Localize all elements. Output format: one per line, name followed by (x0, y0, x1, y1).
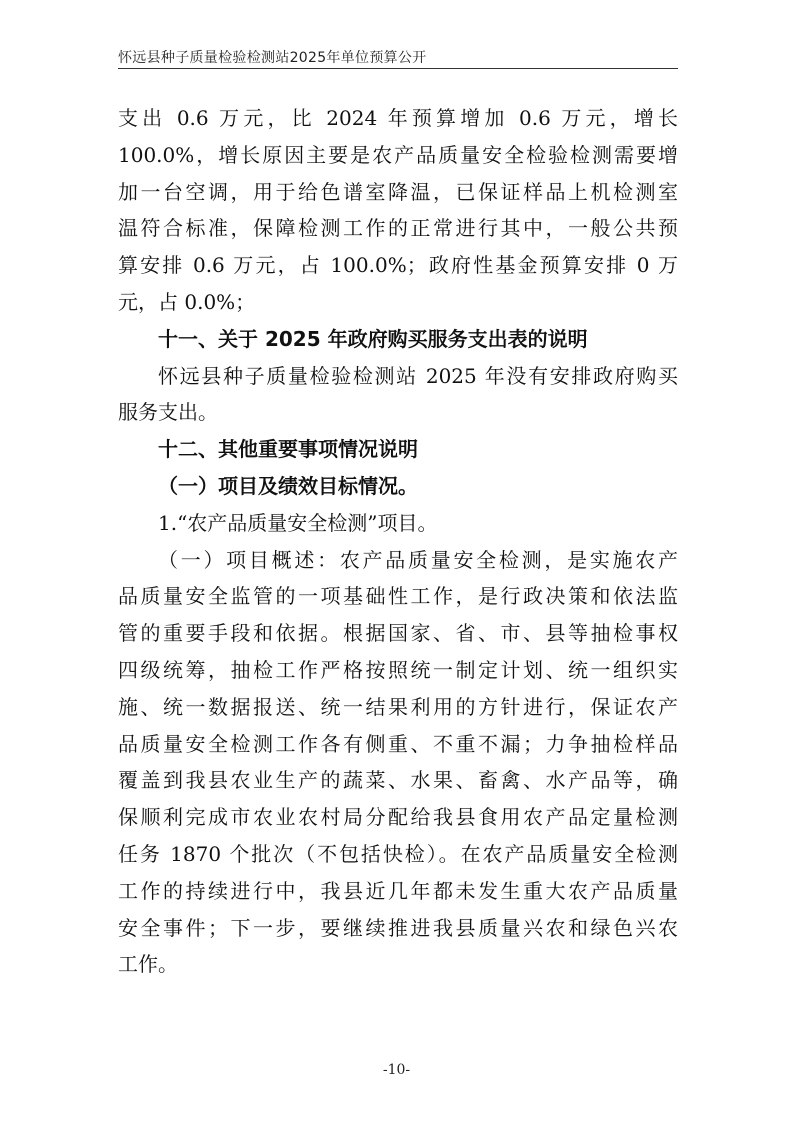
paragraph-line: 100.0%，增长原因主要是农产品质量安全检验检测需要增 (118, 142, 678, 167)
header-divider (118, 68, 678, 69)
paragraph-line: 算安排 0.6 万元，占 100.0%；政府性基金预算安排 0 万 (118, 253, 678, 278)
paragraph-line: 工作。 (118, 952, 178, 977)
paragraph-line: 四级统筹，抽检工作严格按照统一制定计划、统一组织实 (118, 657, 678, 682)
section-heading-12: 十二、其他重要事项情况说明 (158, 437, 418, 462)
paragraph-line: 安全事件；下一步，要继续推进我县质量兴农和绿色兴农 (118, 915, 678, 940)
section-heading-11: 十一、关于 2025 年政府购买服务支出表的说明 (158, 326, 588, 351)
project-title: 1.“农产品质量安全检测”项目。 (158, 510, 438, 535)
subsection-heading: （一）项目及绩效目标情况。 (158, 473, 418, 498)
paragraph-line: 保顺利完成市农业农村局分配给我县食用农产品定量检测 (118, 805, 678, 830)
paragraph-line: （一）项目概述：农产品质量安全检测，是实施农产 (158, 547, 678, 572)
paragraph-line: 品质量安全监管的一项基础性工作，是行政决策和依法监 (118, 584, 678, 609)
paragraph-line: 管的重要手段和依据。根据国家、省、市、县等抽检事权 (118, 621, 678, 646)
paragraph-line: 覆盖到我县农业生产的蔬菜、水果、畜禽、水产品等，确 (118, 768, 678, 793)
paragraph-line: 工作的持续进行中，我县近几年都未发生重大农产品质量 (118, 878, 678, 903)
paragraph-line: 温符合标准，保障检测工作的正常进行其中，一般公共预 (118, 216, 678, 241)
paragraph-line: 品质量安全检测工作各有侧重、不重不漏；力争抽检样品 (118, 731, 678, 756)
document-body (118, 100, 678, 983)
paragraph-line: 任务 1870 个批次（不包括快检）。在农产品质量安全检测 (118, 841, 678, 866)
paragraph-line: 元，占 0.0%； (118, 289, 256, 314)
paragraph-line: 服务支出。 (118, 400, 218, 425)
paragraph-line: 加一台空调，用于给色谱室降温，已保证样品上机检测室 (118, 179, 678, 204)
paragraph-line: 怀远县种子质量检验检测站 2025 年没有安排政府购买 (158, 363, 678, 388)
paragraph-line: 施、统一数据报送、统一结果利用的方针进行，保证农产 (118, 694, 678, 719)
page-number: -10- (382, 1062, 411, 1078)
paragraph-line: 支出 0.6 万元，比 2024 年预算增加 0.6 万元，增长 (118, 106, 678, 130)
document-header: 怀远县种子质量检验检测站2025年单位预算公开 (118, 50, 427, 66)
